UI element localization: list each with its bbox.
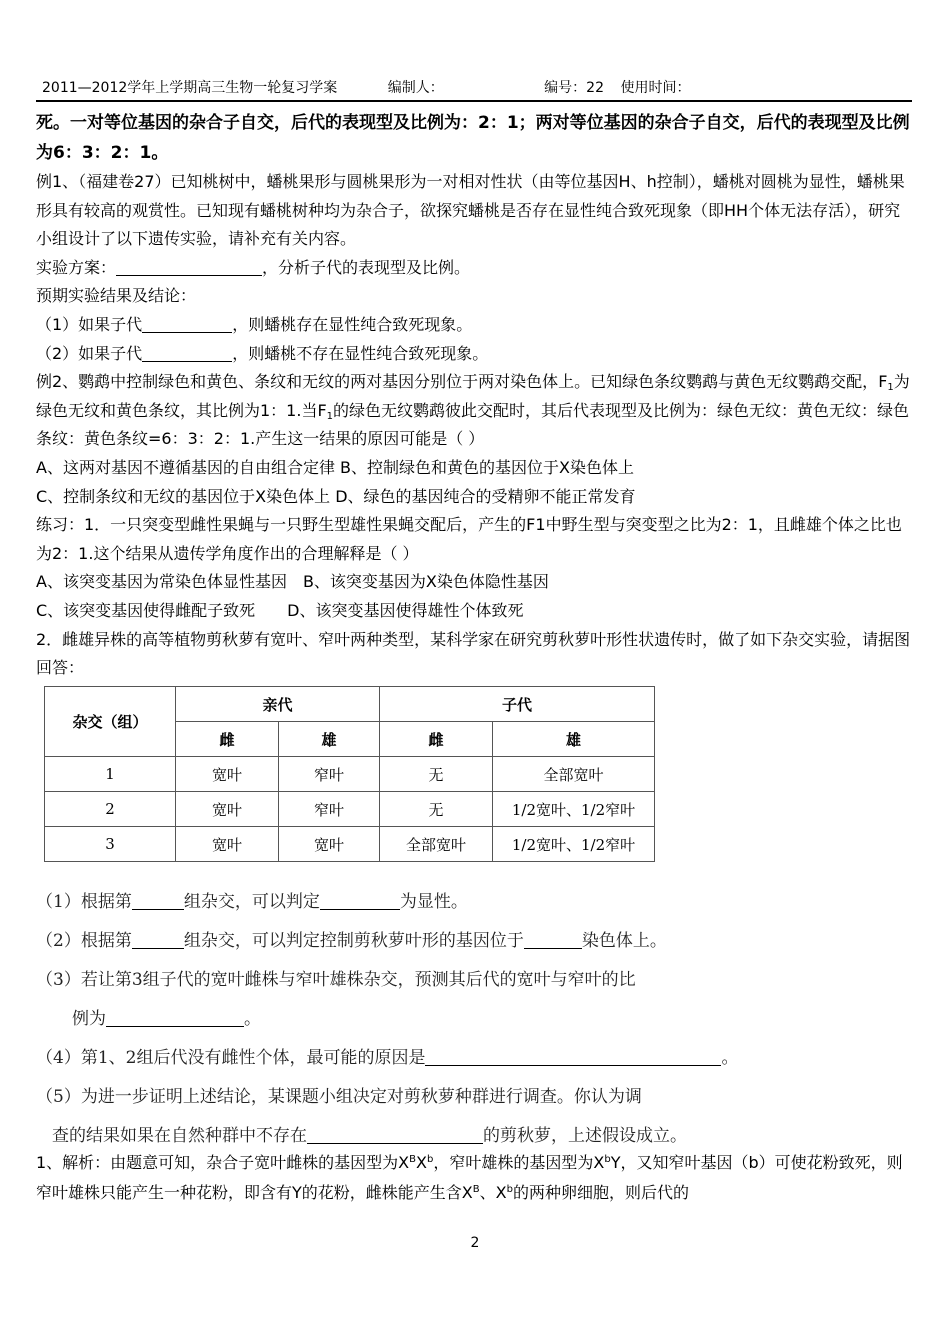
parent-female-header: 雌 (176, 722, 279, 757)
result1-blank[interactable] (142, 314, 232, 333)
question-3-cont (36, 1003, 916, 1042)
q4-blank[interactable] (425, 1047, 721, 1066)
analysis-part2: ，窄叶雄株的基因型为X (433, 1153, 605, 1172)
result2-blank[interactable] (142, 343, 232, 362)
q1-blank-1[interactable] (132, 891, 184, 910)
example1-text: 例1、（福建卷27）已知桃树中，蟠桃果形与圆桃果形为一对相对性状（由等位基因H、h控制），蟠桃对圆桃为显性，蟠桃果形具有较高的观赏性。已知现有蟠桃树种均为杂合子，欲探究蟠桃是否存在显性纯合致死现象（即HH个体无法存活），研究小组设计了以下遗传实验，请补充有关内容。 (36, 172, 905, 249)
analysis-part4: 的两种卵细胞，则后代的 (512, 1183, 689, 1202)
plan-label: 实验方案： (36, 257, 117, 277)
page-header (36, 77, 912, 102)
intro-bold-text: 死。一对等位基因的杂合子自交，后代的表现型及比例为：2：1；两对等位基因的杂合子自交，后代的表现型及比例为6：3：2：1。 (36, 113, 910, 163)
allele-sup: b (506, 1184, 513, 1195)
allele-sup: b (604, 1154, 611, 1165)
offspring-female-header: 雌 (380, 722, 493, 757)
cross-table (44, 686, 655, 862)
result2-suffix: ，则蟠桃不存在显性纯合致死现象。 (232, 343, 489, 363)
f-subscript: 1 (326, 410, 334, 422)
analysis-section (36, 1148, 916, 1208)
q1-blank-2[interactable] (320, 891, 400, 910)
question-3: （3）若让第3组子代的宽叶雌株与窄叶雄株杂交，预测其后代的宽叶与窄叶的比 (36, 970, 636, 990)
header-number: 编号：22 (544, 80, 604, 96)
q3-blank[interactable] (106, 1008, 244, 1027)
practice-q1-options-cd: C、该突变基因使得雌配子致死 D、该突变基因使得雄性个体致死 (36, 600, 524, 620)
table-header-row (45, 687, 655, 722)
x-symbol: X (495, 1183, 507, 1202)
example2-options-ab: A、这两对基因不遵循基因的自由组合定律 B、控制绿色和黄色的基因位于X染色体上 (36, 457, 634, 477)
example1-result1 (36, 311, 914, 340)
table-cell: 宽叶 (176, 757, 279, 792)
table-questions (36, 886, 916, 1159)
allele-sup: B (472, 1184, 480, 1195)
header-editor: 编制人： (387, 80, 444, 96)
q2-part-b: 组杂交，可以判定控制剪秋萝叶形的基因位于 (183, 931, 524, 951)
main-text (36, 108, 914, 683)
header-time: 使用时间： (620, 80, 691, 96)
table-cell: 2 (45, 792, 176, 827)
practice-q1-options-ab: A、该突变基因为常染色体显性基因 B、该突变基因为X染色体隐性基因 (36, 572, 549, 592)
table-cell: 宽叶 (176, 792, 279, 827)
table-cell: 窄叶 (279, 757, 380, 792)
header-title: 2011—2012学年上学期高三生物一轮复习学案 (42, 80, 338, 96)
page-number: 2 (470, 1235, 480, 1251)
separator: 、 (479, 1183, 496, 1202)
table-cell: 全部宽叶 (493, 757, 655, 792)
plan-suffix: ，分析子代的表现型及比例。 (262, 257, 471, 277)
f-subscript: 1 (887, 382, 894, 394)
parent-male-header: 雄 (279, 722, 380, 757)
table-cell: 宽叶 (176, 827, 279, 862)
result1-suffix: ，则蟠桃存在显性纯合致死现象。 (232, 314, 473, 334)
analysis-part1: 1、解析：由题意可知，杂合子宽叶雌株的基因型为X (36, 1153, 410, 1172)
example2-part1: 例2、鹦鹉中控制绿色和黄色、条纹和无纹的两对基因分别位于两对染色体上。已知绿色条纹鹦鹉与黄色无纹鹦鹉交配， (36, 372, 879, 392)
analysis-part3: Y，又知窄叶基因（b）可使花粉致死，则窄叶雄株只能产生一种花粉，即含有Y的花粉，雌株能产生含X (36, 1153, 903, 1202)
table-cell: 3 (45, 827, 176, 862)
q2-blank-1[interactable] (132, 930, 184, 949)
table-row (45, 827, 655, 862)
example2-options-cd: C、控制条纹和无纹的基因位于X染色体上 D、绿色的基因纯合的受精卵不能正常发育 (36, 486, 636, 506)
example1-plan (36, 254, 914, 283)
table-cell: 1 (45, 757, 176, 792)
analysis-text (36, 1148, 916, 1208)
practice-q2: 2．雌雄异株的高等植物剪秋萝有宽叶、窄叶两种类型，某科学家在研究剪秋萝叶形性状遗传时，做了如下杂交实验，请据图回答： (36, 629, 911, 678)
allele-sup: b (427, 1154, 434, 1165)
practice-q1: 练习：1．一只突变型雌性果蝇与一只野生型雄性果蝇交配后，产生的F1中野生型与突变型之比为2：1，且雌雄个体之比也为2：1.这个结果从遗传学角度作出的合理解释是（ ） (36, 515, 902, 563)
q1-part-a: （1）根据第 (36, 892, 132, 912)
q5-part-b: 查的结果如果在自然种群中不存在 (52, 1126, 307, 1146)
x-symbol: X (416, 1153, 427, 1172)
q1-part-b: 组杂交，可以判定 (183, 892, 320, 912)
result2-prefix: （2）如果子代 (36, 343, 143, 363)
example2-part3: 的绿色无纹鹦鹉彼此交配时，其后代表现型及比例为：绿色无纹：黄色无纹：绿色条纹：黄色条纹=6：3：2：1.产生这一结果的原因可能是（ ） (36, 400, 910, 449)
question-1 (36, 886, 916, 925)
example1-expect-label: 预期实验结果及结论： (36, 286, 197, 306)
offspring-header: 子代 (380, 687, 655, 722)
table-cell: 宽叶 (279, 827, 380, 862)
result1-prefix: （1）如果子代 (36, 314, 143, 334)
q4-part-b: 。 (721, 1048, 739, 1068)
question-4 (36, 1042, 916, 1081)
q2-part-c: 染色体上。 (581, 931, 667, 951)
table-cell: 无 (380, 792, 493, 827)
example2-text (36, 368, 914, 454)
q3-part-c: 。 (244, 1009, 261, 1029)
question-5: （5）为进一步证明上述结论，某课题小组决定对剪秋萝种群进行调查。你认为调 (36, 1087, 642, 1107)
table-cell: 无 (380, 757, 493, 792)
q2-part-a: （2）根据第 (36, 931, 132, 951)
q3-part-b: 例为 (72, 1009, 106, 1029)
plan-blank[interactable] (116, 257, 262, 276)
q1-part-c: 为显性。 (399, 892, 468, 912)
table-cell: 1/2宽叶、1/2窄叶 (493, 827, 655, 862)
group-header: 杂交（组） (45, 687, 176, 757)
table-cell: 全部宽叶 (380, 827, 493, 862)
f-symbol: F (878, 372, 888, 392)
question-2 (36, 925, 916, 964)
q5-part-c: 的剪秋萝，上述假设成立。 (483, 1126, 687, 1146)
q2-blank-2[interactable] (524, 930, 582, 949)
table-cell: 窄叶 (279, 792, 380, 827)
q4-part-a: （4）第1、2组后代没有雌性个体，最可能的原因是 (36, 1048, 426, 1068)
table-cell: 1/2宽叶、1/2窄叶 (493, 792, 655, 827)
q5-blank[interactable] (307, 1125, 483, 1144)
example2-part2: 为绿色无纹和黄色条纹，其比例为1：1.当 (36, 372, 910, 420)
parents-header: 亲代 (176, 687, 380, 722)
offspring-male-header: 雄 (493, 722, 655, 757)
example1-result2 (36, 340, 914, 369)
table-row (45, 757, 655, 792)
allele-sup: B (409, 1154, 417, 1165)
table-row (45, 792, 655, 827)
f-symbol: F (317, 400, 327, 420)
